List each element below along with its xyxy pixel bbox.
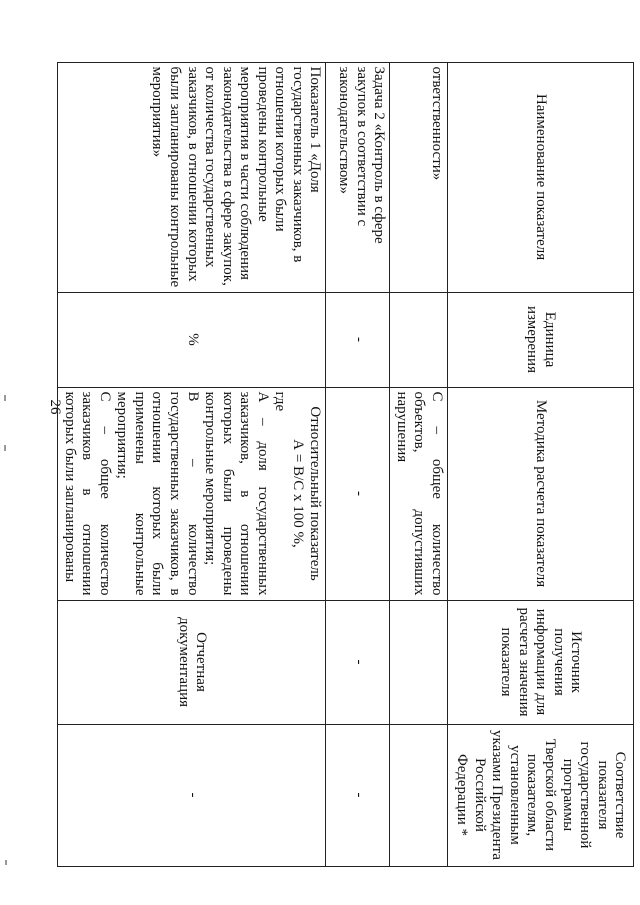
method-c-definition: С – общее количество заказчиков в отношении которых были запланированы xyxy=(61,391,113,596)
table-row xyxy=(58,34,326,889)
page-number: 26 xyxy=(47,399,63,415)
row3-name: Показатель 1 «Доля государственных заказчиков, в отношении которых были проведены контрольные мероприятия в части соблюдения законодательства в сфере закупок, от количества государственных заказчиков, в отношении которых были запланированы контрольные мероприятия» xyxy=(58,62,326,292)
method-formula: А = В/С х 100 %, xyxy=(289,439,306,548)
table-row xyxy=(390,34,448,889)
table-header-row xyxy=(448,34,634,889)
row1-unit xyxy=(390,292,448,387)
right-margin-cell xyxy=(448,866,634,889)
row2-source: - xyxy=(326,600,390,724)
row1-source xyxy=(390,600,448,724)
row1-method: С – общее количество объектов, допустивших нарушения xyxy=(390,387,448,600)
header-source: Источник получения информации для расчета значения показателя xyxy=(448,600,634,724)
row2-compliance: - xyxy=(326,724,390,866)
row1-compliance xyxy=(390,724,448,866)
scan-artifact xyxy=(4,445,6,451)
left-margin-cell xyxy=(448,34,634,62)
method-type: Относительный показатель xyxy=(307,406,324,581)
row1-name: ответственности» xyxy=(390,62,448,292)
header-compliance: Соответствие показателя государственной программы Тверской области показателям, установленным указами Президента Российской Федерации * xyxy=(448,724,634,866)
header-indicator-name: Наименование показателя xyxy=(448,62,634,292)
rotated-table-container xyxy=(61,34,634,889)
method-where: где xyxy=(272,391,289,412)
row2-unit: - xyxy=(326,292,390,387)
row3-source: Отчетная документация xyxy=(58,600,326,724)
row3-compliance: - xyxy=(58,724,326,866)
scan-artifact xyxy=(5,860,7,865)
row3-unit: % xyxy=(58,292,326,387)
header-method: Методика расчета показателя xyxy=(448,387,634,600)
row2-method: - xyxy=(326,387,390,600)
table-row xyxy=(326,34,390,889)
scan-artifact xyxy=(4,395,6,401)
method-a-definition: А – доля государственных заказчиков, в отношении которых были проведены контрольные мероприятия; xyxy=(202,391,271,596)
row2-name: Задача 2 «Контроль в сфере закупок в соответствии с законодательством» xyxy=(326,62,390,292)
indicators-table xyxy=(57,34,634,889)
header-unit: Единица измерения xyxy=(448,292,634,387)
method-b-definition: В – количество государственных заказчиков, в отношении которых были применены контрольные мероприятия; xyxy=(114,391,201,596)
row3-method xyxy=(58,387,326,600)
